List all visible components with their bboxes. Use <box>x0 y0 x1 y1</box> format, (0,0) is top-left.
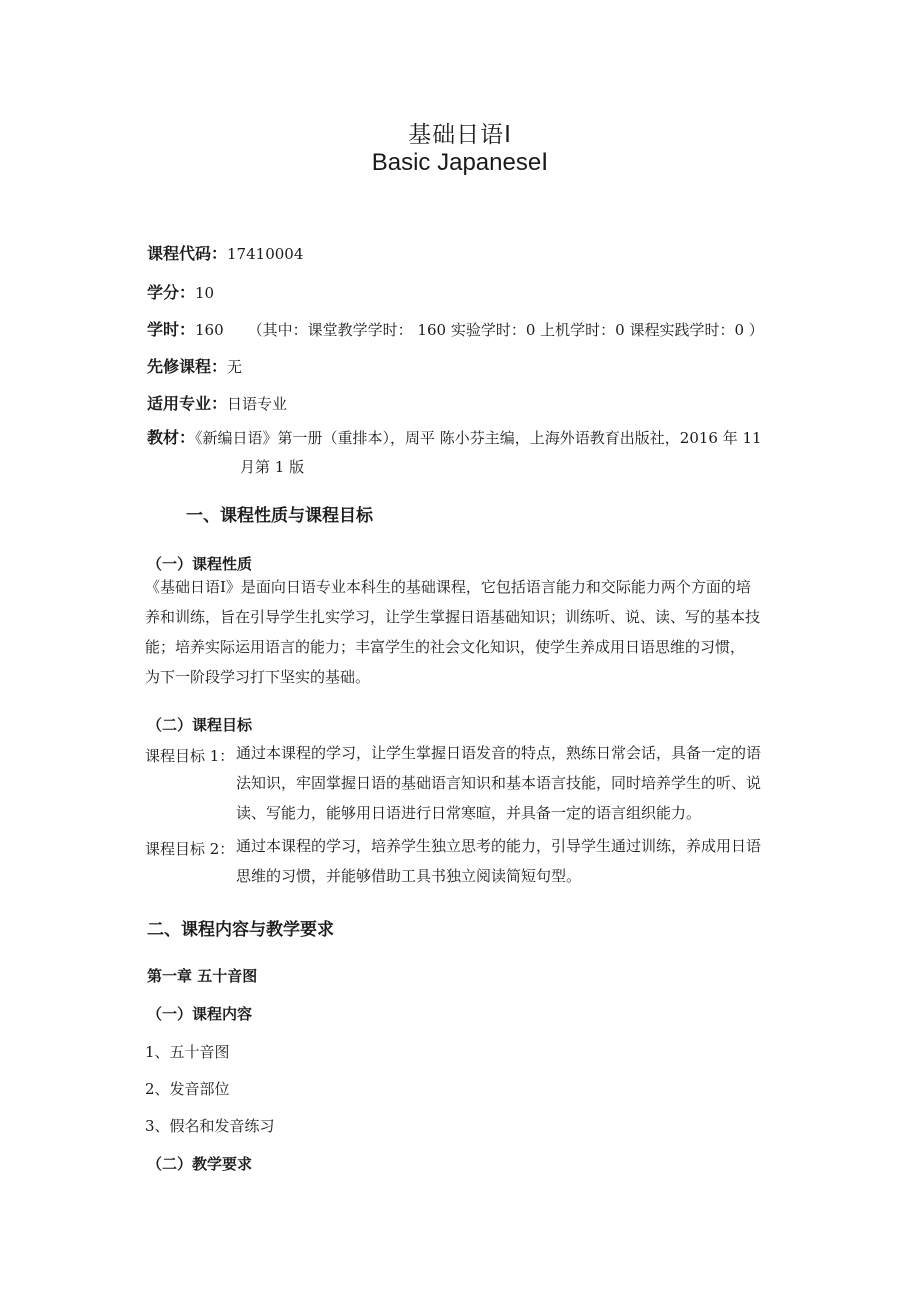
hours-label: 学时： <box>147 320 196 339</box>
chapter-1-content-heading: （一）课程内容 <box>147 1005 253 1023</box>
textbook-label: 教材： <box>147 428 196 447</box>
course-nature-line: 养和训练，旨在引导学生扎实学习，让学生掌握日语基础知识；训练听、说、读、写的基本技 <box>145 608 761 626</box>
credit-row <box>147 280 214 303</box>
course-nature-line: 为下一阶段学习打下坚实的基础。 <box>145 668 371 686</box>
major-row <box>147 391 287 414</box>
course-nature-line: 《基础日语Ⅰ》是面向日语专业本科生的基础课程，它包括语言能力和交际能力两个方面的培 <box>145 578 751 596</box>
credit-label: 学分： <box>147 283 196 302</box>
goal-2-line: 通过本课程的学习，培养学生独立思考的能力，引导学生通过训练，养成用日语 <box>236 837 762 855</box>
chapter-1-heading: 第一章 五十音图 <box>147 967 258 985</box>
hours-detail: （其中：课堂教学学时： 160 实验学时：0 上机学时：0 课程实践学时：0 ） <box>247 321 764 339</box>
goal-1-line: 读、写能力，能够用日语进行日常寒暄，并具备一定的语言组织能力。 <box>236 804 702 822</box>
major-value: 日语专业 <box>227 395 288 413</box>
hours-value: 160 <box>195 321 224 339</box>
textbook-line-1: 《新编日语》第一册（重排本），周平 陈小芬主编，上海外语教育出版社，2016 年 11 <box>195 429 762 447</box>
goal-2-text <box>236 831 826 891</box>
goal-1-line: 法知识，牢固掌握日语的基础语言知识和基本语言技能，同时培养学生的听、说 <box>236 774 762 792</box>
document-title-english: Basic JapaneseⅠ <box>371 149 549 176</box>
goal-1-label: 课程目标 1： <box>145 747 235 765</box>
goal-1-text <box>236 738 826 828</box>
content-list-item: 3、假名和发音练习 <box>145 1117 275 1135</box>
document-title-chinese: 基础日语Ⅰ <box>408 122 512 148</box>
course-code-value: 17410004 <box>227 245 304 263</box>
section-1-heading: 一、课程性质与课程目标 <box>186 506 373 526</box>
prerequisite-value: 无 <box>227 358 243 376</box>
prerequisite-row <box>147 354 242 377</box>
content-list-item: 1、五十音图 <box>145 1043 230 1061</box>
section-2-heading: 二、课程内容与教学要求 <box>147 920 334 940</box>
course-code-label: 课程代码： <box>147 244 228 263</box>
course-nature-line: 能；培养实际运用语言的能力；丰富学生的社会文化知识，使学生养成用日语思维的习惯， <box>145 638 746 656</box>
goal-2-line: 思维的习惯，并能够借助工具书独立阅读简短句型。 <box>236 867 582 885</box>
course-goals-heading: （二）课程目标 <box>147 716 253 734</box>
course-nature-heading: （一）课程性质 <box>147 555 253 573</box>
chapter-1-requirements-heading: （二）教学要求 <box>147 1155 253 1173</box>
hours-row <box>147 317 764 340</box>
course-code-row <box>147 241 303 264</box>
goal-1-line: 通过本课程的学习，让学生掌握日语发音的特点，熟练日常会话，具备一定的语 <box>236 744 762 762</box>
textbook-line-2: 月第 1 版 <box>240 458 305 476</box>
course-nature-paragraph <box>145 572 825 692</box>
content-list-item: 2、发音部位 <box>145 1080 230 1098</box>
goal-2-label: 课程目标 2： <box>145 840 235 858</box>
major-label: 适用专业： <box>147 394 228 413</box>
textbook-row <box>147 425 762 448</box>
credit-value: 10 <box>195 284 215 302</box>
prerequisite-label: 先修课程： <box>147 357 228 376</box>
